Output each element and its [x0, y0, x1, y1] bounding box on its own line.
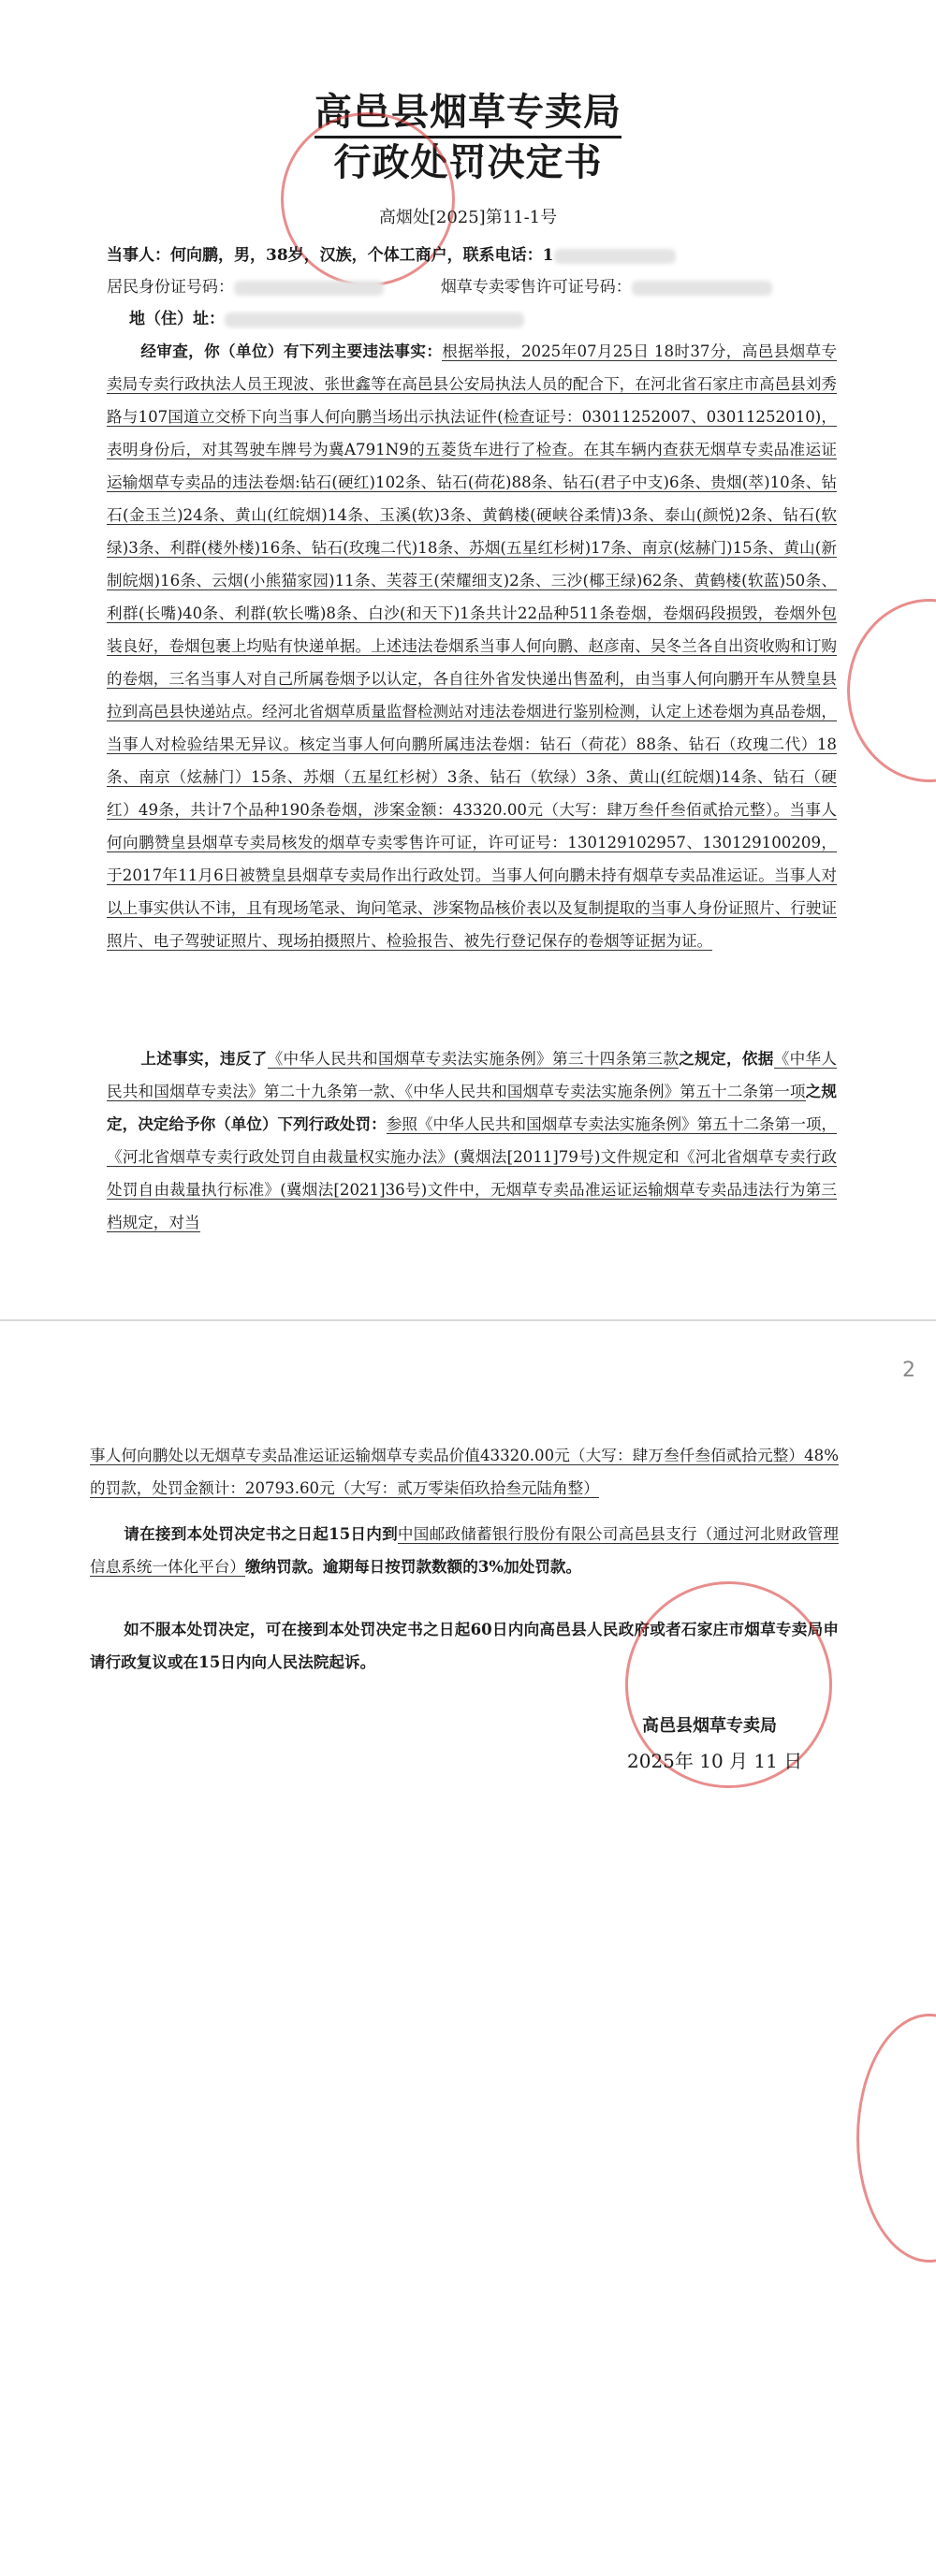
id-line: 居民身份证号码： 烟草专卖零售许可证号码： — [107, 273, 772, 297]
side-seal — [847, 599, 936, 782]
document-number: 高烟处[2025]第11-1号 — [378, 208, 558, 227]
page-2 — [0, 1321, 936, 2576]
address-line: 地（住）址： — [129, 305, 524, 328]
side-seal-2 — [856, 2014, 936, 2263]
page-number: 2 — [902, 1359, 915, 1382]
penalty-paragraph: 事人何向鹏处以无烟草专卖品准运证运输烟草专卖品价值43320.00元（大写：肆万叁仟叁佰贰拾元整）48%的罚款，处罚金额计：20793.60元（大写：贰万零柒佰玖拾叁元陆角整） — [90, 1447, 839, 1497]
signature-org: 高邑县烟草专卖局 — [642, 1716, 777, 1736]
party-line: 当事人：何向鹏，男，38岁，汉族，个体工商户，联系电话：1 — [107, 241, 676, 265]
signature-date: 2025年 10 月 11 日 — [627, 1750, 803, 1772]
violation-facts-paragraph: 经审查，你（单位）有下列主要违法事实：根据举报，2025年07月25日 18时37分，高邑县烟草专卖局专卖行政执法人员王现波、张世鑫等在高邑县公安局执法人员的配合下，在河北省石家庄市高邑县刘秀路与107国道立交桥下向当事人何向鹏当场出示执法证件(检查证号：03011252007、03011252010)，表明身份后，对其驾驶车牌号为冀A791N9的五菱货车进行了检查。在其车辆内查获无烟草专卖品准运证运输烟草专卖品的违法卷烟:钻石(硬红)102条、钻石(荷花)88条、钻石(君子中支)6条、贵烟(萃)10条、钻石(金玉兰)24条、黄山(红皖烟)14条、玉溪(软)3条、黄鹤楼(硬峡谷柔情)3条、泰山(颜悦)2条、钻石(软绿)3条、利群(楼外楼)16条、钻石(玫瑰二代)18条、苏烟(五星红杉树)17条、南京(炫赫门)15条、黄山(新制皖烟)16条、云烟(小熊猫家园)11条、芙蓉王(荣耀细支)2条、三沙(椰王绿)62条、黄鹤楼(软蓝)50条、利群(长嘴)40条、利群(软长嘴)8条、白沙(和天下)1条共计22品种511条卷烟，卷烟码段损毁，卷烟外包装良好，卷烟包裹上均贴有快递单据。上述违法卷烟系当事人何向鹏、赵彦南、吴冬兰各自出资收购和订购的卷烟，三名当事人对自己所属卷烟予以认定，各自往外省发快递出售盈利，由当事人何向鹏开车从赞皇县拉到高邑县快递站点。经河北省烟草质量监督检测站对违法卷烟进行鉴别检测，认定上述卷烟为真品卷烟，当事人对检验结果无异议。核定当事人何向鹏所属违法卷烟：钻石（荷花）88条、钻石（玫瑰二代）18条、南京（炫赫门）15条、苏烟（五星红杉树）3条、钻石（软绿）3条、黄山(红皖烟)14条、钻石（硬红）49条，共计7个品种190条卷烟，涉案金额：43320.00元（大写：肆万叁仟叁佰贰拾元整）。当事人何向鹏赞皇县烟草专卖局核发的烟草专卖零售许可证，许可证号：130129102957、130129100209，于2017年11月6日被赞皇县烟草专卖局作出行政处罚。当事人何向鹏未持有烟草专卖品准运证。当事人对以上事实供认不讳，且有现场笔录、询问笔录、涉案物品核价表以及复制提取的当事人身份证照片、行驶证照片、电子驾驶证照片、现场拍摄照片、检验报告、被先行登记保存的卷烟等证据为证。 — [107, 342, 837, 950]
appeal-paragraph: 如不服本处罚决定，可在接到本处罚决定书之日起60日内向高邑县人民政府或者石家庄市烟草专卖局申请行政复议或在15日内向人民法院起诉。 — [90, 1620, 839, 1671]
title-line-1: 高邑县烟草专卖局 — [0, 82, 936, 136]
payment-paragraph: 请在接到本处罚决定书之日起15日内到中国邮政储蓄银行股份有限公司高邑县支行（通过河北财政管理信息系统一体化平台）缴纳罚款。逾期每日按罚款数额的3%加处罚款。 — [90, 1524, 839, 1576]
legal-basis-paragraph: 上述事实，违反了《中华人民共和国烟草专卖法实施条例》第三十四条第三款之规定，依据《中华人民共和国烟草专卖法》第二十九条第一款、《中华人民共和国烟草专卖法实施条例》第五十二条第一项之规定，决定给予你（单位）下列行政处罚：参照《中华人民共和国烟草专卖法实施条例》第五十二条第一项，《河北省烟草专卖行政处罚自由裁量权实施办法》(冀烟法[2011]79号)文件规定和《河北省烟草专卖行政处罚自由裁量执行标准》(冀烟法[2021]36号)文件中，无烟草专卖品准运证运输烟草专卖品违法行为第三档规定，对当 — [107, 1049, 838, 1231]
title-line-2: 行政处罚决定书 — [333, 140, 603, 184]
